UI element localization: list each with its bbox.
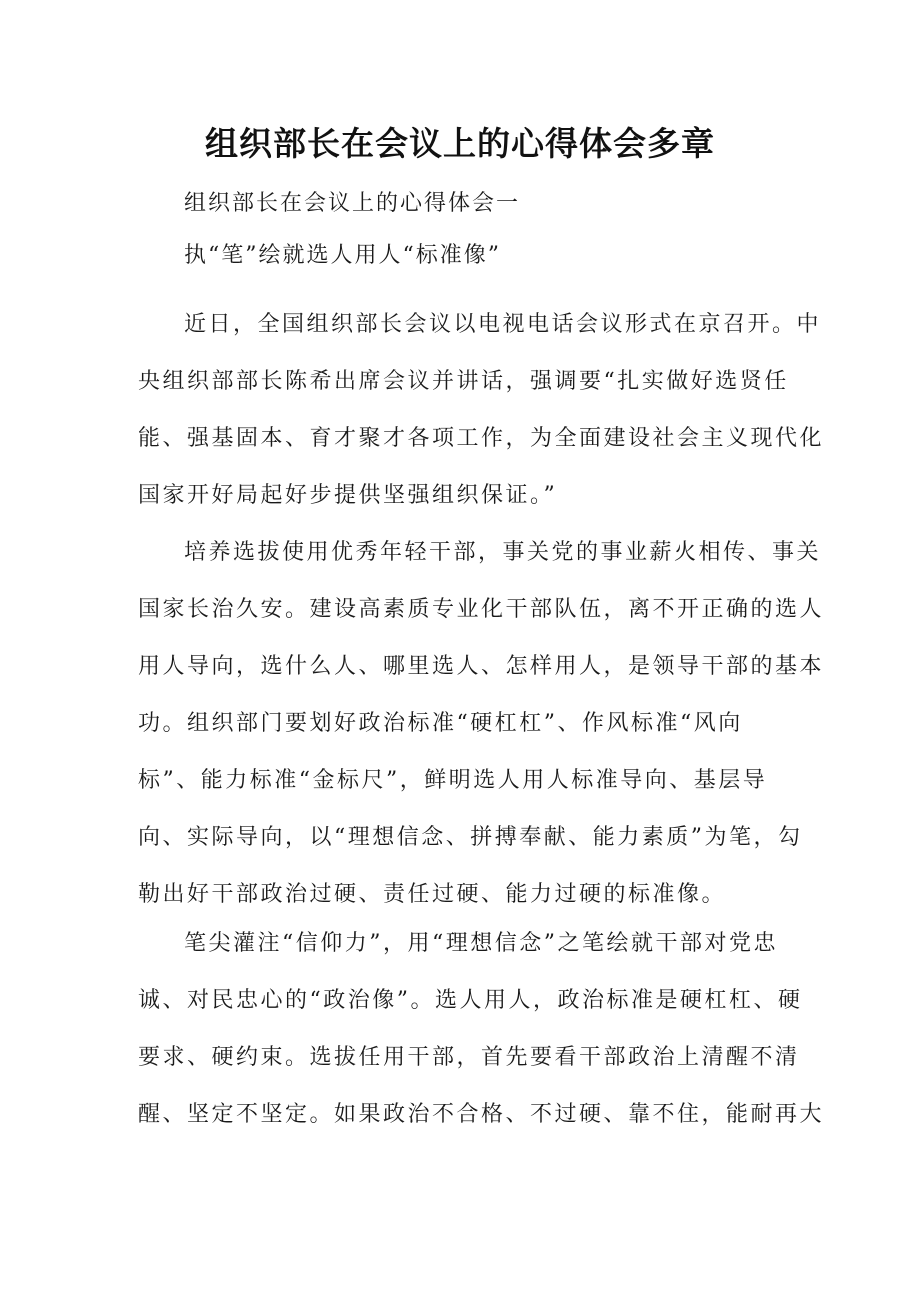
paragraph-line: 诚、对民忠心的“政治像”。选人用人，政治标准是硬杠杠、硬 [138, 988, 803, 1013]
paragraph-line: 笔尖灌注“信仰力”，用“理想信念”之笔绘就干部对党忠 [184, 931, 778, 956]
paragraph-line: 标”、能力标准“金标尺”，鲜明选人用人标准导向、基层导 [138, 768, 768, 793]
paragraph-3 [138, 915, 825, 1143]
paragraph-line: 培养选拔使用优秀年轻干部，事关党的事业薪火相传、事关 [184, 540, 822, 565]
paragraph-line: 要求、硬约束。选拔任用干部，首先要看干部政治上清醒不清 [138, 1045, 800, 1070]
paragraph-2 [138, 524, 825, 923]
paragraph-line: 央组织部部长陈希出席会议并讲话，强调要“扎实做好选贤任 [138, 369, 789, 394]
paragraph-line: 国家长治久安。建设高素质专业化干部队伍，离不开正确的选人 [138, 597, 825, 622]
paragraph-1 [138, 296, 825, 524]
paragraph-line: 醒、坚定不坚定。如果政治不合格、不过硬、靠不住，能耐再大 [138, 1102, 825, 1127]
paragraph-line: 能、强基固本、育才聚才各项工作，为全面建设社会主义现代化 [138, 426, 825, 451]
paragraph-line: 功。组织部门要划好政治标准“硬杠杠”、作风标准“风向 [138, 711, 743, 736]
paragraph-line: 国家开好局起好步提供坚强组织保证。” [138, 483, 558, 508]
article-title: 执“笔”绘就选人用人“标准像” [184, 243, 501, 268]
paragraph-line: 近日，全国组织部长会议以电视电话会议形式在京召开。中 [184, 312, 822, 337]
section-heading: 组织部长在会议上的心得体会一 [184, 191, 521, 216]
paragraph-line: 用人导向，选什么人、哪里选人、怎样用人，是领导干部的基本 [138, 654, 825, 679]
paragraph-line: 向、实际导向，以“理想信念、拼搏奉献、能力素质”为笔，勾 [138, 825, 803, 850]
document-title: 组织部长在会议上的心得体会多章 [205, 124, 715, 163]
paragraph-line: 勒出好干部政治过硬、责任过硬、能力过硬的标准像。 [138, 882, 727, 907]
